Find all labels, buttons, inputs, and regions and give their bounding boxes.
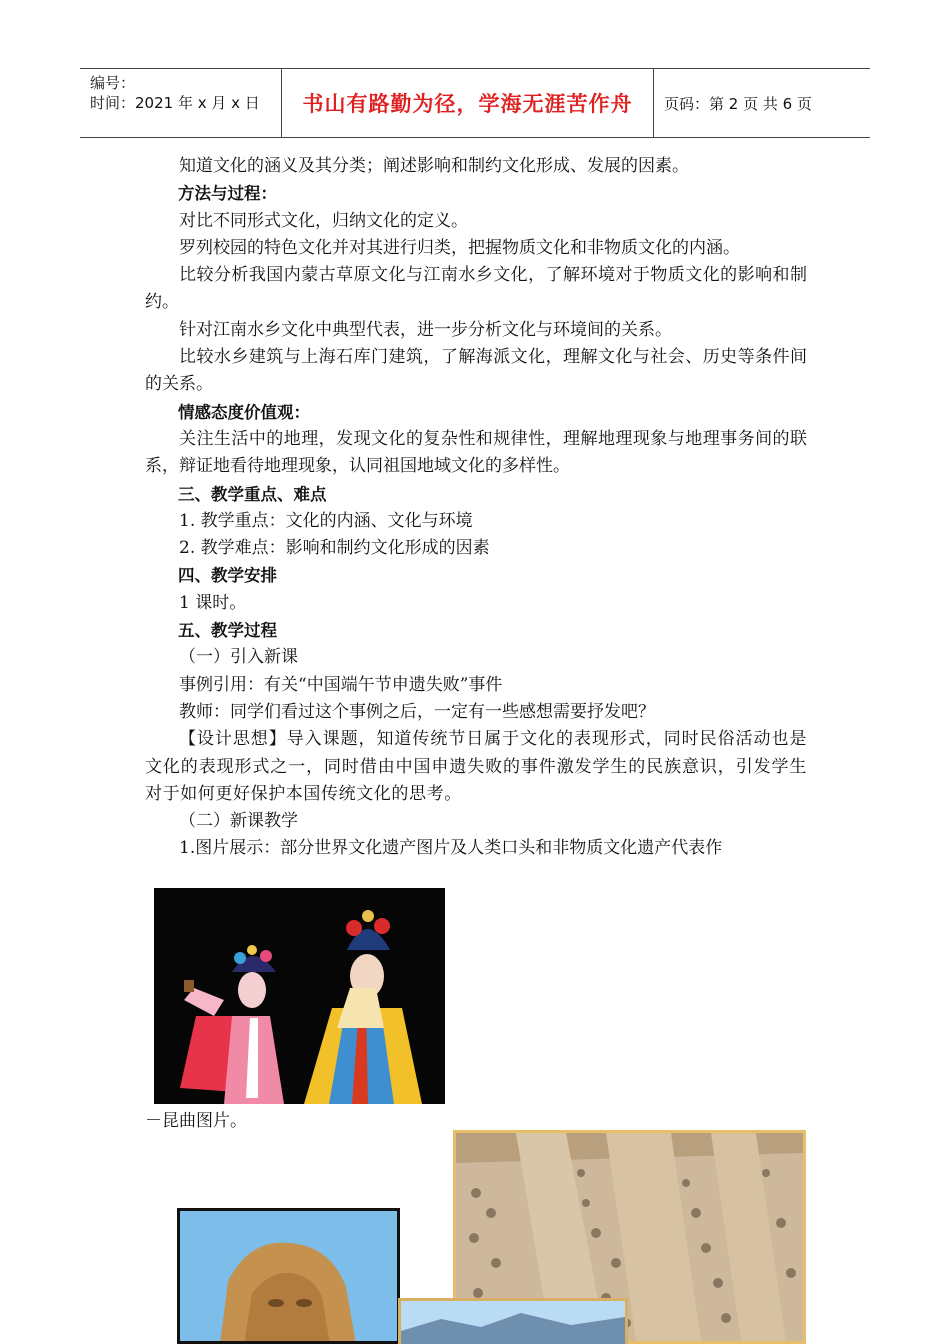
paragraph: 事例引用：有关“中国端午节申遗失败”事件	[179, 674, 503, 695]
paragraph: 对比不同形式文化，归纳文化的定义。	[179, 210, 468, 231]
paragraph: 比较水乡建筑与上海石库门建筑，了解海派文化，理解文化与社会、历史等条件间的关系。	[145, 347, 807, 395]
paragraph: 教师：同学们看过这个事例之后，一定有一些感想需要抒发吧？	[179, 701, 655, 722]
serial-label: 编号：	[90, 74, 136, 92]
header-motto-cell	[281, 69, 654, 137]
paragraph: 1.图片展示：部分世界文化遗产图片及人类口头和非物质文化遗产代表作	[179, 838, 723, 859]
section-heading: 四、教学安排	[178, 566, 277, 586]
motto: 书山有路勤为径，学海无涯苦作舟	[302, 92, 633, 116]
image-caption: －昆曲图片。	[145, 1111, 247, 1131]
paragraph: 针对江南水乡文化中典型代表，进一步分析文化与环境间的关系。	[179, 319, 672, 340]
time-label: 时间：2021 年 x 月 x 日	[90, 94, 260, 112]
section-heading: 情感态度价值观：	[178, 402, 310, 422]
paragraph: 1 课时。	[179, 592, 247, 613]
page-info: 页码：第 2 页 共 6 页	[664, 94, 812, 113]
section-heading: 五、教学过程	[178, 621, 277, 641]
paragraph: 2. 教学难点：影响和制约文化形成的因素	[179, 538, 490, 559]
landscape-photo	[398, 1298, 628, 1344]
paragraph: 关注生活中的地理，发现文化的复杂性和规律性，理解地理现象与地理事务间的联系，辩证地看待地理现象，认同祖国地域文化的多样性。	[145, 428, 807, 477]
kunqu-opera-photo	[154, 888, 445, 1104]
header-meta	[80, 69, 281, 137]
paragraph: （一）引入新课	[179, 647, 298, 668]
design-note-paragraph: 【设计思想】导入课题，知道传统节日属于文化的表现形式，同时民俗活动也是文化的表现形式之一，同时借由中国申遗失败的事件激发学生的民族意识，引发学生对于如何更好保护本国传统文化的思考。	[145, 729, 807, 804]
section-heading: 三、教学重点、难点	[178, 484, 327, 504]
paragraph: （二）新课教学	[179, 811, 298, 832]
paragraph: 罗列校园的特色文化并对其进行归类，把握物质文化和非物质文化的内涵。	[179, 237, 740, 258]
section-heading: 方法与过程：	[178, 184, 277, 204]
sphinx-photo	[177, 1208, 400, 1344]
document-body	[145, 153, 807, 863]
paragraph: 1. 教学重点：文化的内涵、文化与环境	[179, 510, 473, 531]
paragraph: 比较分析我国内蒙古草原文化与江南水乡文化，了解环境对于物质文化的影响和制约。	[145, 265, 807, 313]
page-header	[80, 68, 870, 138]
paragraph: 知道文化的涵义及其分类；阐述影响和制约文化形成、发展的因素。	[179, 156, 689, 176]
